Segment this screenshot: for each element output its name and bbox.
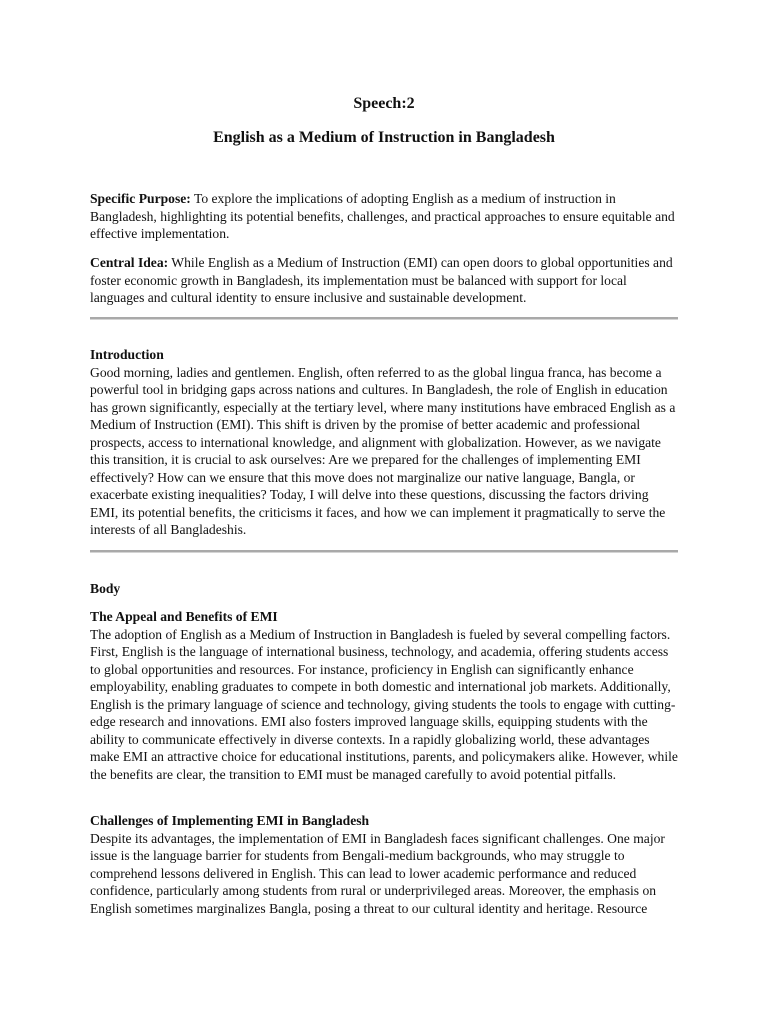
section-divider (90, 550, 678, 553)
specific-purpose-label: Specific Purpose: (90, 191, 191, 206)
speech-title: Speech:2 (353, 95, 415, 112)
body-heading: Body (90, 581, 121, 596)
appeal-section (90, 608, 680, 783)
introduction-text: Good morning, ladies and gentlemen. English, often referred to as the global lingua franca, has become a powerful tool in bridging gaps across nations and cultures. In Bangladesh, the role of English in education has grown significantly, especially at the tertiary level, where many institutions have embraced English as a Medium of Instruction (EMI). This shift is driven by the promise of better academic and professional prospects, access to international knowledge, and alignment with globalization. However, as we navigate this transition, it is crucial to ask ourselves: Are we prepared for the challenges of implementing EMI effectively? How can we ensure that this move does not marginalize our native language, Bangla, or exacerbate existing inequalities? Today, I will delve into these questions, discussing the factors driving EMI, its potential benefits, the criticisms it faces, and how we can implement it pragmatically to serve the interests of all Bangladeshis. (90, 364, 676, 537)
challenges-section (90, 812, 680, 917)
introduction-section (90, 346, 680, 539)
central-idea-text: While English as a Medium of Instruction (EMI) can open doors to global opportunities and foster economic growth in Bangladesh, its implementation must be balanced with support for local languages and cultural identity to ensure inclusive and sustainable development. (90, 255, 673, 305)
introduction-heading: Introduction (90, 347, 164, 362)
appeal-text: The adoption of English as a Medium of Instruction in Bangladesh is fueled by several compelling factors. First, English is the language of international business, technology, and academia, offering students access to global opportunities and resources. For instance, proficiency in English can significantly enhance employability, enabling graduates to compete in both domestic and international job markets. Additionally, English is the primary language of science and technology, giving students the tools to engage with cutting-edge research and innovations. EMI also fosters improved language skills, equipping students with the ability to communicate effectively in diverse contexts. In a rapidly globalizing world, these advantages make EMI an attractive choice for educational institutions, parents, and policymakers alike. However, while the benefits are clear, the transition to EMI must be managed carefully to avoid potential pitfalls. (90, 626, 678, 782)
speech-subtitle: English as a Medium of Instruction in Bangladesh (213, 129, 555, 146)
central-idea-label: Central Idea: (90, 255, 169, 270)
challenges-text: Despite its advantages, the implementation of EMI in Bangladesh faces significant challenges. One major issue is the language barrier for students from Bengali-medium backgrounds, who may struggle to comprehend lessons delivered in English. This can lead to lower academic performance and reduced confidence, particularly among students from rural or underprivileged areas. Moreover, the emphasis on English sometimes marginalizes Bangla, posing a threat to our cultural identity and heritage. Resource (90, 830, 665, 916)
appeal-heading: The Appeal and Benefits of EMI (90, 609, 278, 624)
specific-purpose-text: To explore the implications of adopting English as a medium of instruction in Bangladesh, highlighting its potential benefits, challenges, and practical approaches to ensure equitable and effective implementation. (90, 191, 675, 241)
challenges-heading: Challenges of Implementing EMI in Bangladesh (90, 813, 370, 828)
section-divider (90, 317, 678, 320)
central-idea-paragraph (90, 254, 680, 307)
specific-purpose-paragraph (90, 190, 680, 243)
